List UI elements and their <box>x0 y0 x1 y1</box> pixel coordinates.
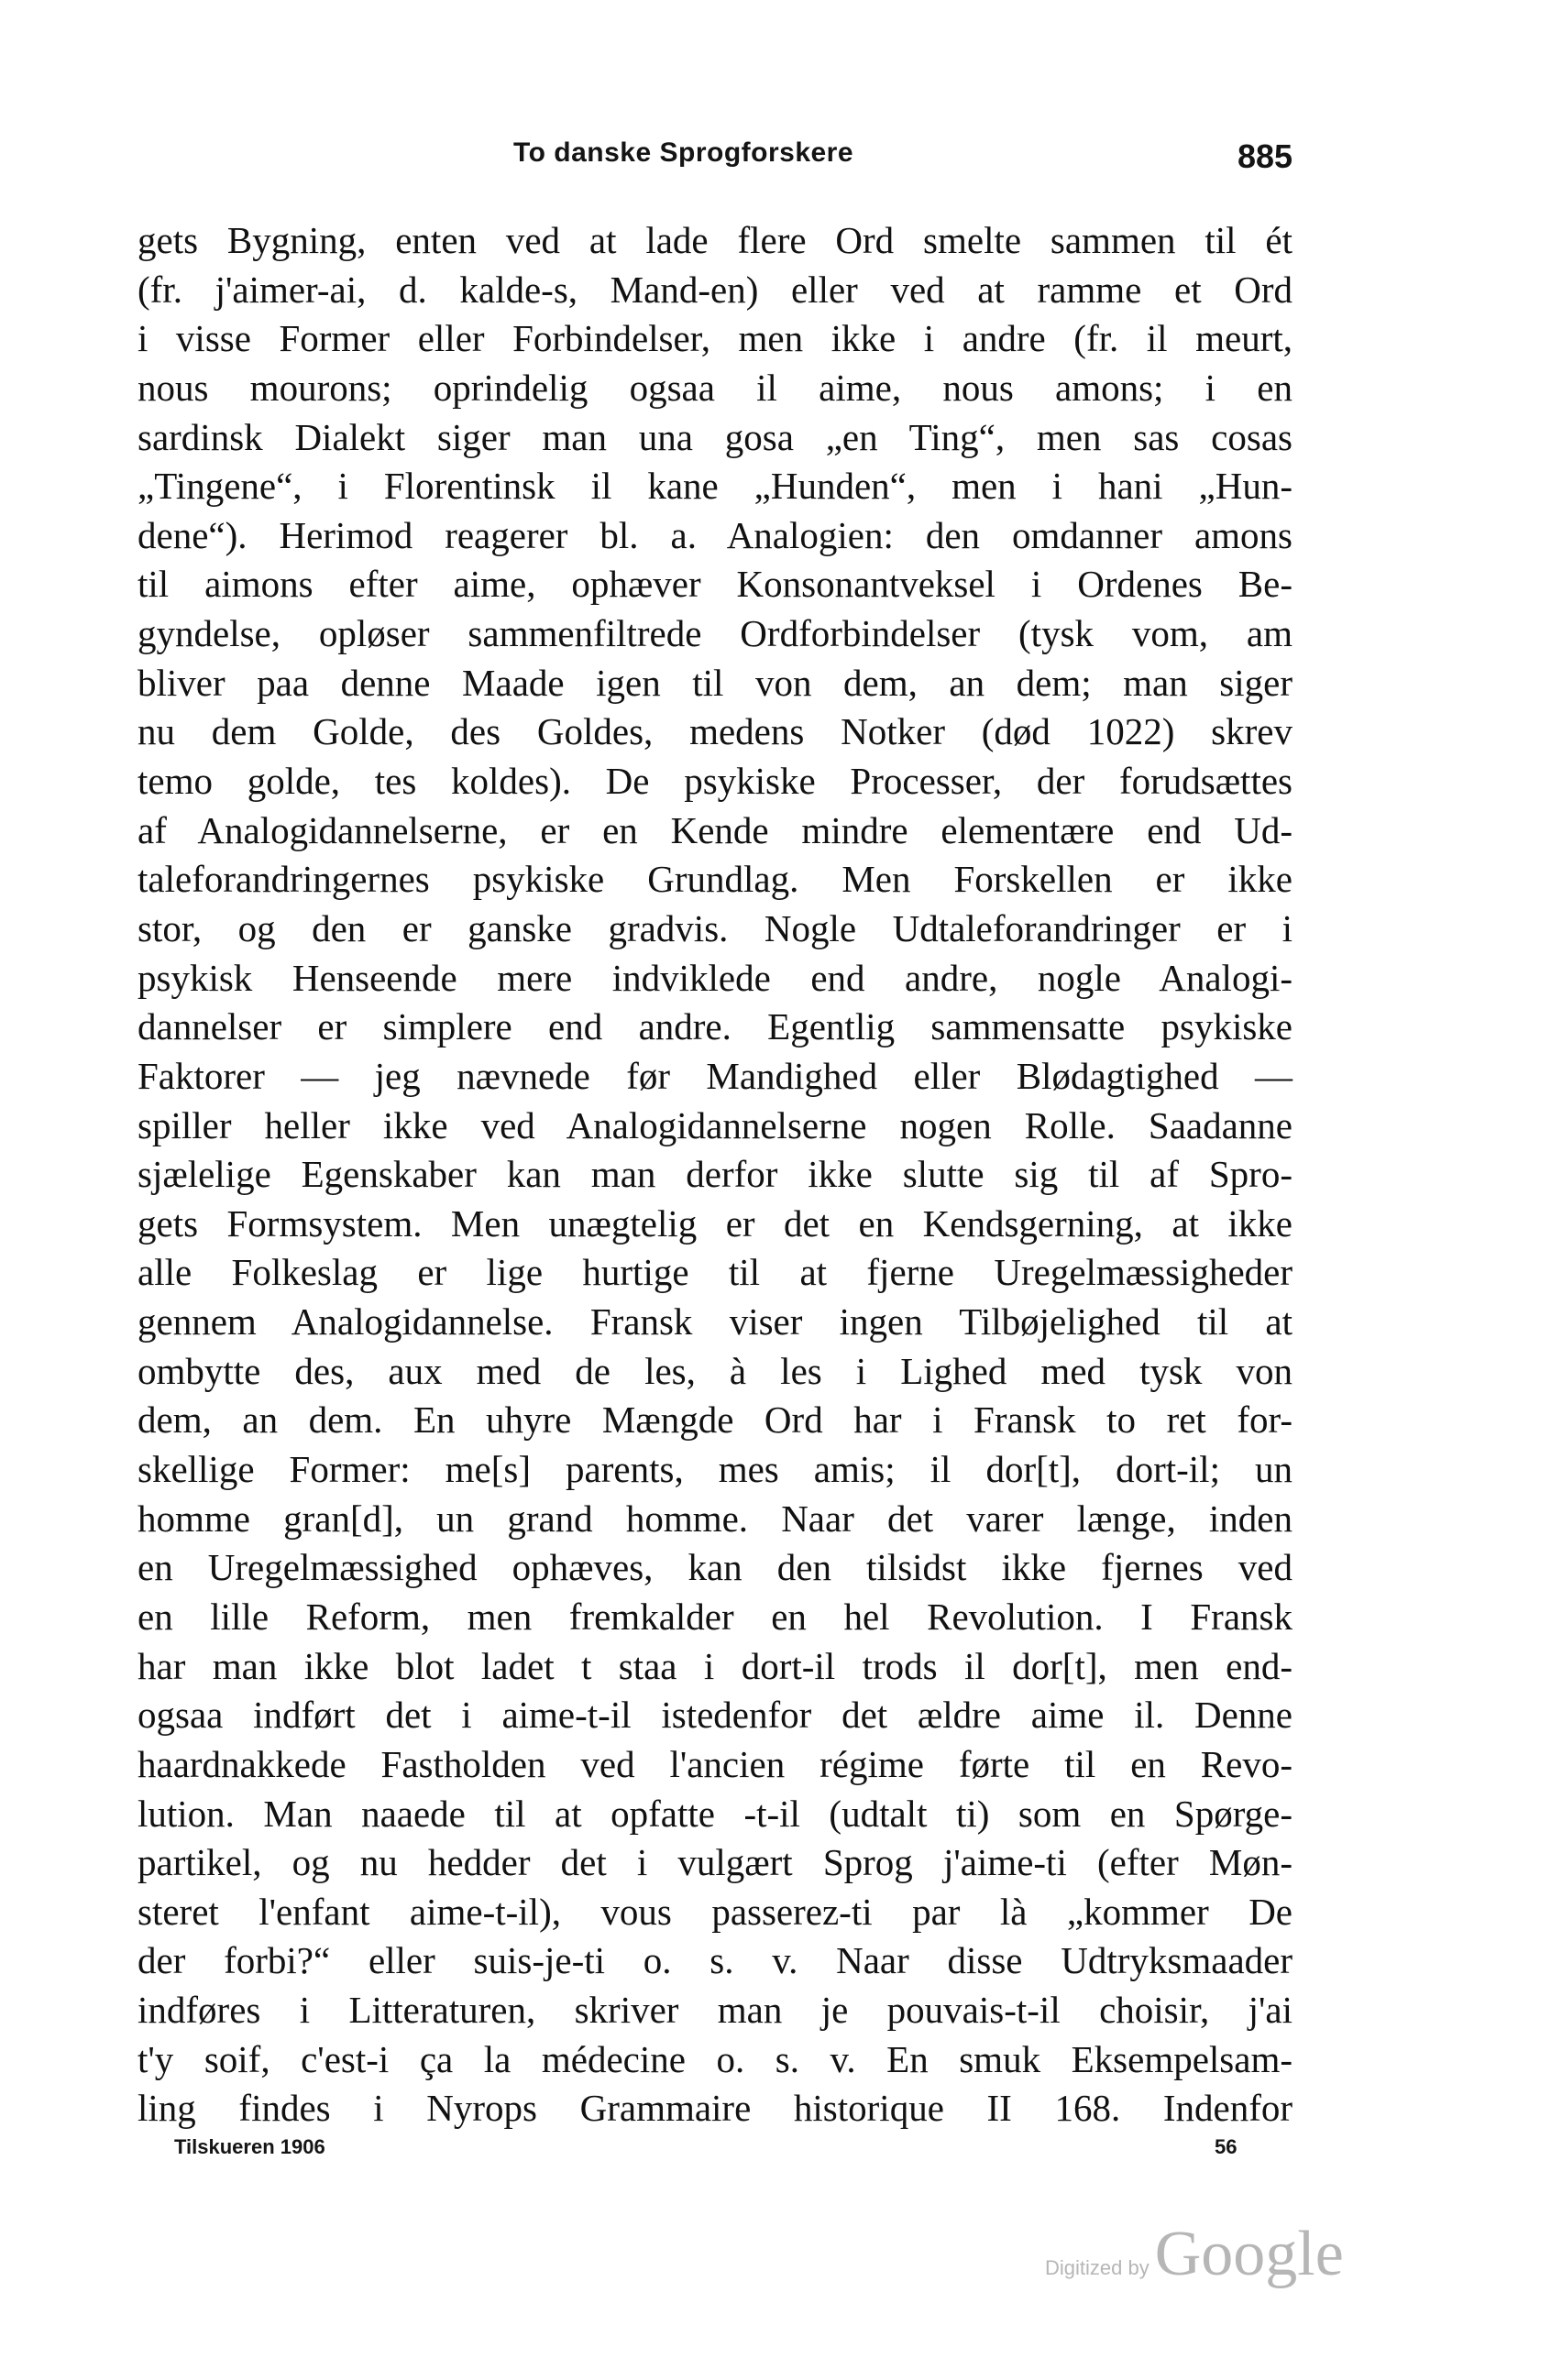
text-line: „Tingene“, i Florentinsk il kane „Hunden“, men i hani „Hun- <box>138 465 1292 508</box>
text-line: steret l'enfant aime-t-il), vous passerez-ti par là „kommer De <box>138 1890 1292 1933</box>
text-line: ombytte des, aux med de les, à les i Lighed med tysk von <box>138 1349 1292 1392</box>
digitized-by-google-watermark <box>1045 2218 1344 2291</box>
text-line: haardnakkede Fastholden ved l'ancien régime førte til en Revo- <box>138 1742 1292 1785</box>
text-line: taleforandringernes psykiske Grundlag. Men Forskellen er ikke <box>138 858 1292 901</box>
text-line: indføres i Litteraturen, skriver man je pouvais-t-il choisir, j'ai <box>138 1989 1292 2032</box>
text-line: stor, og den er ganske gradvis. Nogle Udtaleforandringer er i <box>138 906 1292 949</box>
text-line: lution. Man naaede til at opfatte -t-il (udtalt ti) som en Spørge- <box>138 1792 1292 1835</box>
signature-mark: Tilskueren 1906 <box>174 2135 325 2158</box>
body-text <box>138 216 1292 2133</box>
text-line: temo golde, tes koldes). De psykiske Processer, der forudsættes <box>138 760 1292 803</box>
text-line: t'y soif, c'est-i ça la médecine o. s. v. En smuk Eksempelsam- <box>138 2037 1292 2080</box>
text-line: en Uregelmæssighed ophæves, kan den tilsidst ikke fjernes ved <box>138 1546 1292 1589</box>
text-line: af Analogidannelserne, er en Kende mindre elementære end Ud- <box>138 808 1292 851</box>
text-line: har man ikke blot ladet t staa i dort-il trods il dor[t], men end- <box>138 1644 1292 1687</box>
text-line: gyndelse, opløser sammenfiltrede Ordforbindelser (tysk vom, am <box>138 612 1292 655</box>
text-line: (fr. j'aimer-ai, d. kalde-s, Mand-en) eller ved at ramme et Ord <box>138 268 1292 311</box>
running-header-title: To danske Sprogforskere <box>513 137 854 168</box>
text-line: ogsaa indført det i aime-t-il istedenfor det ældre aime il. Denne <box>138 1694 1292 1737</box>
watermark-google-logo: Google <box>1154 2219 1344 2289</box>
text-line: sjælelige Egenskaber kan man derfor ikke slutte sig til af Spro- <box>138 1153 1292 1196</box>
signature-number: 56 <box>1215 2135 1238 2158</box>
text-line: alle Folkeslag er lige hurtige til at fjerne Uregelmæssigheder <box>138 1251 1292 1294</box>
text-line: Faktorer — jeg nævnede før Mandighed eller Blødagtighed — <box>138 1054 1292 1097</box>
text-line: skellige Former: me[s] parents, mes amis; il dor[t], dort-il; un <box>138 1448 1292 1491</box>
text-line: gennem Analogidannelse. Fransk viser ingen Tilbøjelighed til at <box>138 1300 1292 1344</box>
text-line: til aimons efter aime, ophæver Konsonantveksel i Ordenes Be- <box>138 563 1292 606</box>
text-line: nu dem Golde, des Goldes, medens Notker (død 1022) skrev <box>138 710 1292 753</box>
text-line: spiller heller ikke ved Analogidannelserne nogen Rolle. Saadanne <box>138 1103 1292 1146</box>
text-line: homme gran[d], un grand homme. Naar det varer længe, inden <box>138 1497 1292 1540</box>
text-line: gets Formsystem. Men unægtelig er det en Kendsgerning, at ikke <box>138 1201 1292 1245</box>
text-line: en lille Reform, men fremkalder en hel Revolution. I Fransk <box>138 1595 1292 1638</box>
text-line: dannelser er simplere end andre. Egentlig sammensatte psykiske <box>138 1005 1292 1048</box>
text-line: i visse Former eller Forbindelser, men ikke i andre (fr. il meurt, <box>138 317 1292 360</box>
text-line: partikel, og nu hedder det i vulgært Sprog j'aime-ti (efter Møn- <box>138 1841 1292 1884</box>
text-line: bliver paa denne Maade igen til von dem, an dem; man siger <box>138 661 1292 704</box>
watermark-digitized-by: Digitized by <box>1045 2256 1150 2279</box>
text-line: dem, an dem. En uhyre Mængde Ord har i Fransk to ret for- <box>138 1398 1292 1442</box>
text-line: gets Bygning, enten ved at lade flere Ord smelte sammen til ét <box>138 219 1292 261</box>
text-line: ling findes i Nyrops Grammaire historique II 168. Indenfor <box>138 2087 1292 2130</box>
text-line: der forbi?“ eller suis-je-ti o. s. v. Naar disse Udtryksmaader <box>138 1939 1292 1982</box>
text-line: nous mourons; oprindelig ogsaa il aime, nous amons; i en <box>138 366 1292 409</box>
text-line: sardinsk Dialekt siger man una gosa „en Ting“, men sas cosas <box>138 415 1292 458</box>
text-line: psykisk Henseende mere indviklede end andre, nogle Analogi- <box>138 956 1292 999</box>
text-line: dene“). Herimod reagerer bl. a. Analogien: den omdanner amons <box>138 513 1292 556</box>
page-number: 885 <box>1238 137 1293 175</box>
